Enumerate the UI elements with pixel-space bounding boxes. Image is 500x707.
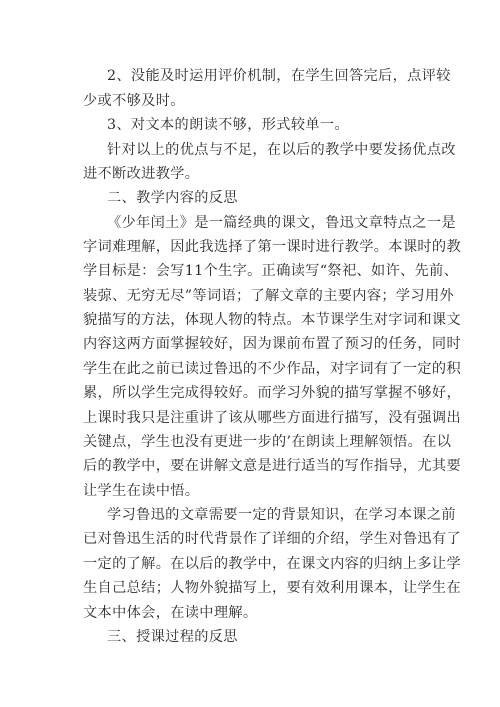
text-line-20: 已对鲁迅生活的时代背景作了详细的介绍，学生对鲁迅有了 bbox=[83, 531, 461, 547]
text-line-21: 一定的了解。在以后的教学中，在课文内容的归纳上多让学 bbox=[83, 556, 461, 572]
text-line-2: 少或不够及时。 bbox=[83, 93, 185, 109]
text-line-7: 《少年闰土》是一篇经典的课文，鲁迅文章特点之一是 bbox=[107, 215, 456, 231]
text-line-11: 貌描写的方法，体现人物的特点。本节课学生对字词和课文 bbox=[83, 312, 461, 328]
text-line-17: 后的教学中，要在讲解文意是进行适当的写作指导，尤其要 bbox=[83, 458, 461, 474]
text-line-13: 学生在此之前已读过鲁迅的不少作品，对字词有了一定的积 bbox=[83, 361, 461, 377]
text-line-10: 装弶、无穷无尽”等词语；了解文章的主要内容；学习用外 bbox=[83, 288, 455, 304]
text-line-18: 让学生在读中悟。 bbox=[83, 483, 200, 499]
text-line-12: 内容这两方面掌握较好，因为课前布置了预习的任务，同时 bbox=[83, 336, 461, 352]
text-line-19: 学习鲁迅的文章需要一定的背景知识，在学习本课之前 bbox=[107, 507, 456, 523]
text-line-5: 进不断改进教学。 bbox=[83, 166, 200, 182]
text-line-23: 文本中体会，在读中理解。 bbox=[83, 605, 258, 621]
text-line-3: 3、对文本的朗读不够，形式较单一。 bbox=[107, 117, 349, 133]
text-line-16: 关键点，学生也没有更进一步的’在朗读上理解领悟。在以 bbox=[83, 434, 452, 450]
text-line-15: 上课时我只是注重讲了该从哪些方面进行描写，没有强调出 bbox=[83, 410, 461, 426]
text-line-4: 针对以上的优点与不足，在以后的教学中要发扬优点改 bbox=[107, 142, 456, 158]
text-line-8: 字词难理解，因此我选择了第一课时进行教学。本课时的教 bbox=[83, 239, 461, 255]
text-line-9: 学目标是：会写11个生字。正确读写“祭祀、如许、先前、 bbox=[83, 263, 459, 279]
section-heading-3: 三、授课过程的反思 bbox=[107, 629, 238, 645]
section-heading-2: 二、教学内容的反思 bbox=[107, 190, 238, 206]
text-line-14: 累，所以学生完成得较好。而学习外貌的描写掌握不够好， bbox=[83, 385, 461, 401]
text-line-1: 2、没能及时运用评价机制，在学生回答完后，点评较 bbox=[107, 68, 451, 84]
text-line-22: 生自己总结；人物外貌描写上，要有效利用课本，让学生在 bbox=[83, 580, 461, 596]
